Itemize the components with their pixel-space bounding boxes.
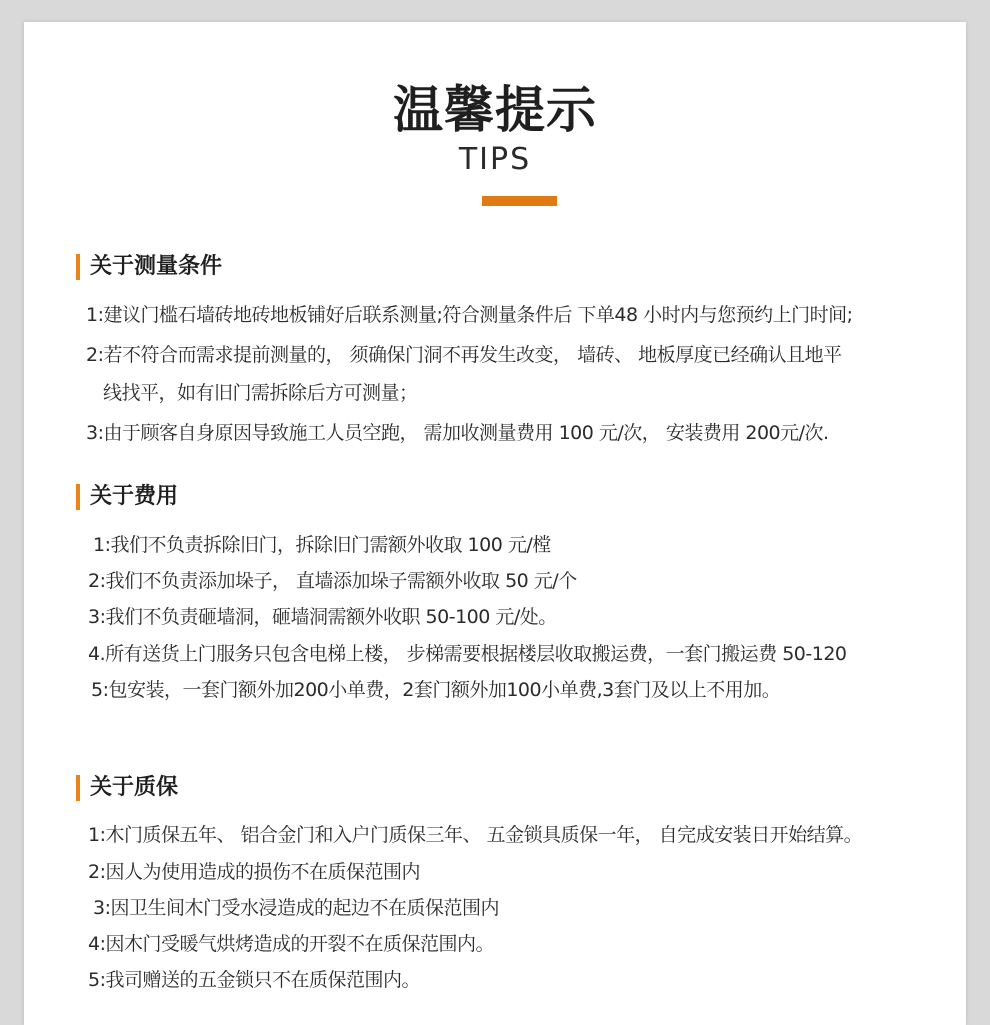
fees-line-3: 3:我们不负责砸墙洞，砸墙洞需额外收职 50-100 元/处。 bbox=[88, 606, 557, 628]
fees-line-5: 5:包安装，一套门额外加200小单费，2套门额外加100小单费,3套门及以上不用加。 bbox=[91, 679, 781, 701]
measurement-line-3: 3:由于顾客自身原因导致施工人员空跑， 需加收测量费用 100 元/次， 安装费用 200元/次. bbox=[86, 422, 829, 444]
page-title: 温馨提示 bbox=[393, 81, 597, 139]
section-heading-measurement: 关于测量条件 bbox=[76, 254, 222, 280]
warranty-line-4: 4:因木门受暖气烘烤造成的开裂不在质保范围内。 bbox=[88, 933, 494, 955]
section-heading-warranty: 关于质保 bbox=[76, 775, 178, 801]
measurement-line-2-cont: 线找平，如有旧门需拆除后方可测量； bbox=[103, 382, 418, 404]
section-heading-fees: 关于费用 bbox=[76, 484, 178, 510]
warranty-line-3: 3:因卫生间木门受水浸造成的起边不在质保范围内 bbox=[93, 897, 499, 919]
fees-line-2: 2:我们不负责添加垛子， 直墙添加垛子需额外收取 50 元/个 bbox=[88, 570, 577, 592]
title-underline bbox=[482, 196, 557, 206]
measurement-line-1: 1:建议门槛石墙砖地砖地板铺好后联系测量;符合测量条件后 下单48 小时内与您预约上门时间; bbox=[86, 304, 853, 326]
warranty-line-1: 1:木门质保五年、 铝合金门和入户门质保三年、 五金锁具质保一年， 自完成安装日开始结算。 bbox=[88, 824, 863, 846]
warranty-line-5: 5:我司赠送的五金锁只不在质保范围内。 bbox=[88, 969, 420, 991]
measurement-line-2: 2:若不符合而需求提前测量的， 须确保门洞不再发生改变， 墙砖、 地板厚度已经确认且地平 bbox=[86, 344, 842, 366]
warranty-line-2: 2:因人为使用造成的损伤不在质保范围内 bbox=[88, 861, 420, 883]
fees-line-1: 1:我们不负责拆除旧门，拆除旧门需额外收取 100 元/樘 bbox=[93, 534, 551, 556]
page-subtitle: TIPS bbox=[458, 142, 532, 177]
fees-line-4: 4.所有送货上门服务只包含电梯上楼， 步梯需要根据楼层收取搬运费，一套门搬运费 50-120 bbox=[88, 643, 847, 665]
